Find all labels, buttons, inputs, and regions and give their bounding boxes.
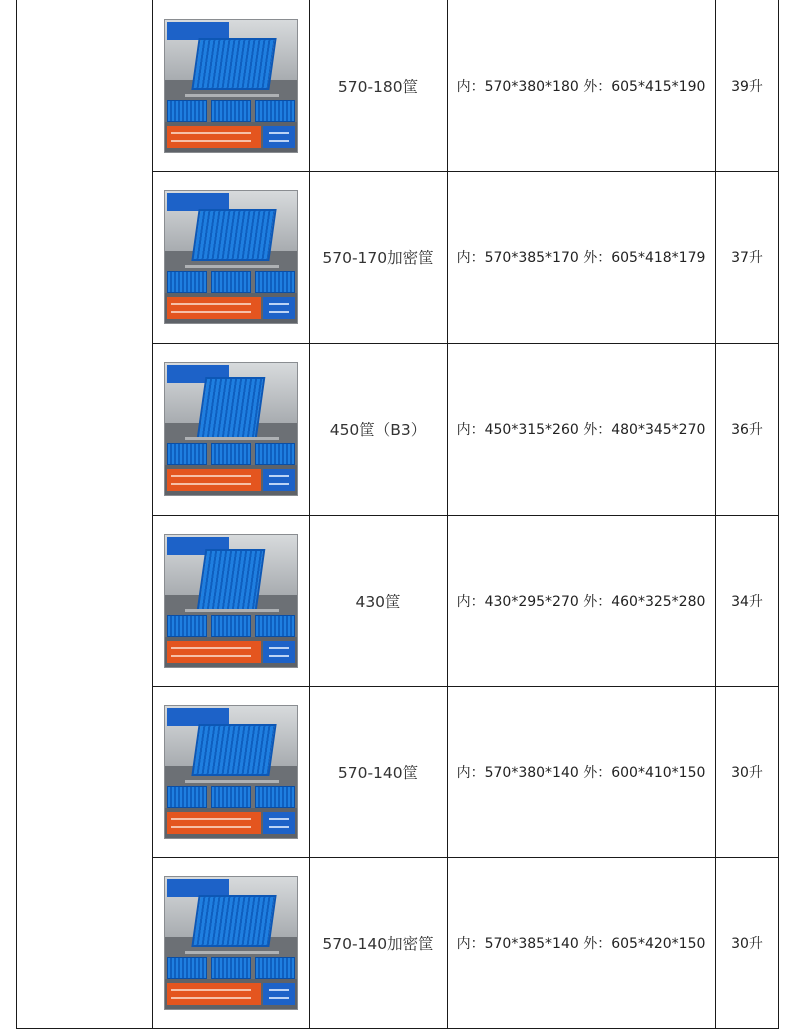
- product-dimensions: 内：570*385*170 外：605*418*179: [456, 250, 706, 266]
- blue-crate-icon: [191, 895, 276, 947]
- size-label: [167, 983, 261, 1005]
- blue-crate-icon: [191, 209, 276, 261]
- crate-bottom-view-icon: [255, 957, 295, 979]
- table-left-border: [16, 0, 17, 1029]
- crate-front-view-icon: [211, 786, 251, 808]
- table-row: [152, 0, 779, 172]
- blue-crate-icon: [191, 38, 276, 90]
- product-image-cell: [152, 343, 309, 515]
- crate-side-view-icon: [167, 443, 207, 465]
- crate-bottom-view-icon: [255, 786, 295, 808]
- product-name: 430筐: [355, 593, 401, 611]
- product-image-cell: [152, 171, 309, 343]
- crate-bottom-view-icon: [255, 271, 295, 293]
- product-dimensions: 内：570*380*180 外：605*415*190: [456, 79, 706, 95]
- product-name: 570-140筐: [337, 764, 419, 782]
- table-row: [152, 171, 779, 343]
- product-dimensions: 内：450*315*260 外：480*345*270: [456, 422, 706, 438]
- crate-side-view-icon: [167, 100, 207, 122]
- product-image-cell: [152, 857, 309, 1029]
- product-image[interactable]: [165, 363, 297, 495]
- product-image[interactable]: [165, 535, 297, 667]
- crate-front-view-icon: [211, 615, 251, 637]
- product-image[interactable]: [165, 706, 297, 838]
- product-volume: 30升: [731, 765, 763, 781]
- material-label: [263, 641, 295, 663]
- table-row: [152, 343, 779, 515]
- size-label: [167, 469, 261, 491]
- material-label: [263, 983, 295, 1005]
- crate-side-view-icon: [167, 957, 207, 979]
- table-row: [152, 515, 779, 687]
- product-name: 570-180筐: [337, 78, 419, 96]
- size-label: [167, 641, 261, 663]
- blue-crate-icon: [191, 724, 276, 776]
- crate-bottom-view-icon: [255, 615, 295, 637]
- product-image-cell: [152, 686, 309, 858]
- crate-front-view-icon: [211, 271, 251, 293]
- product-volume: 37升: [731, 250, 763, 266]
- product-dimensions: 内：570*380*140 外：600*410*150: [456, 765, 706, 781]
- product-image-cell: [152, 0, 309, 172]
- crate-side-view-icon: [167, 271, 207, 293]
- product-name: 570-170加密筐: [322, 249, 434, 267]
- crate-side-view-icon: [167, 786, 207, 808]
- product-image[interactable]: [165, 20, 297, 152]
- table-row: [152, 686, 779, 858]
- product-image-cell: [152, 515, 309, 687]
- product-volume: 30升: [731, 936, 763, 952]
- material-label: [263, 126, 295, 148]
- product-name: 450筐（B3）: [329, 421, 427, 439]
- blue-crate-icon: [196, 377, 265, 439]
- product-image[interactable]: [165, 191, 297, 323]
- product-dimensions: 内：570*385*140 外：605*420*150: [456, 936, 706, 952]
- size-label: [167, 126, 261, 148]
- crate-side-view-icon: [167, 615, 207, 637]
- product-name: 570-140加密筐: [322, 935, 434, 953]
- table-row: [152, 857, 779, 1029]
- product-volume: 34升: [731, 594, 763, 610]
- crate-front-view-icon: [211, 100, 251, 122]
- crate-front-view-icon: [211, 957, 251, 979]
- product-image[interactable]: [165, 877, 297, 1009]
- crate-bottom-view-icon: [255, 100, 295, 122]
- size-label: [167, 812, 261, 834]
- crate-bottom-view-icon: [255, 443, 295, 465]
- material-label: [263, 469, 295, 491]
- material-label: [263, 297, 295, 319]
- product-volume: 36升: [731, 422, 763, 438]
- crate-front-view-icon: [211, 443, 251, 465]
- size-label: [167, 297, 261, 319]
- product-volume: 39升: [731, 79, 763, 95]
- material-label: [263, 812, 295, 834]
- product-dimensions: 内：430*295*270 外：460*325*280: [456, 594, 706, 610]
- blue-crate-icon: [196, 549, 265, 611]
